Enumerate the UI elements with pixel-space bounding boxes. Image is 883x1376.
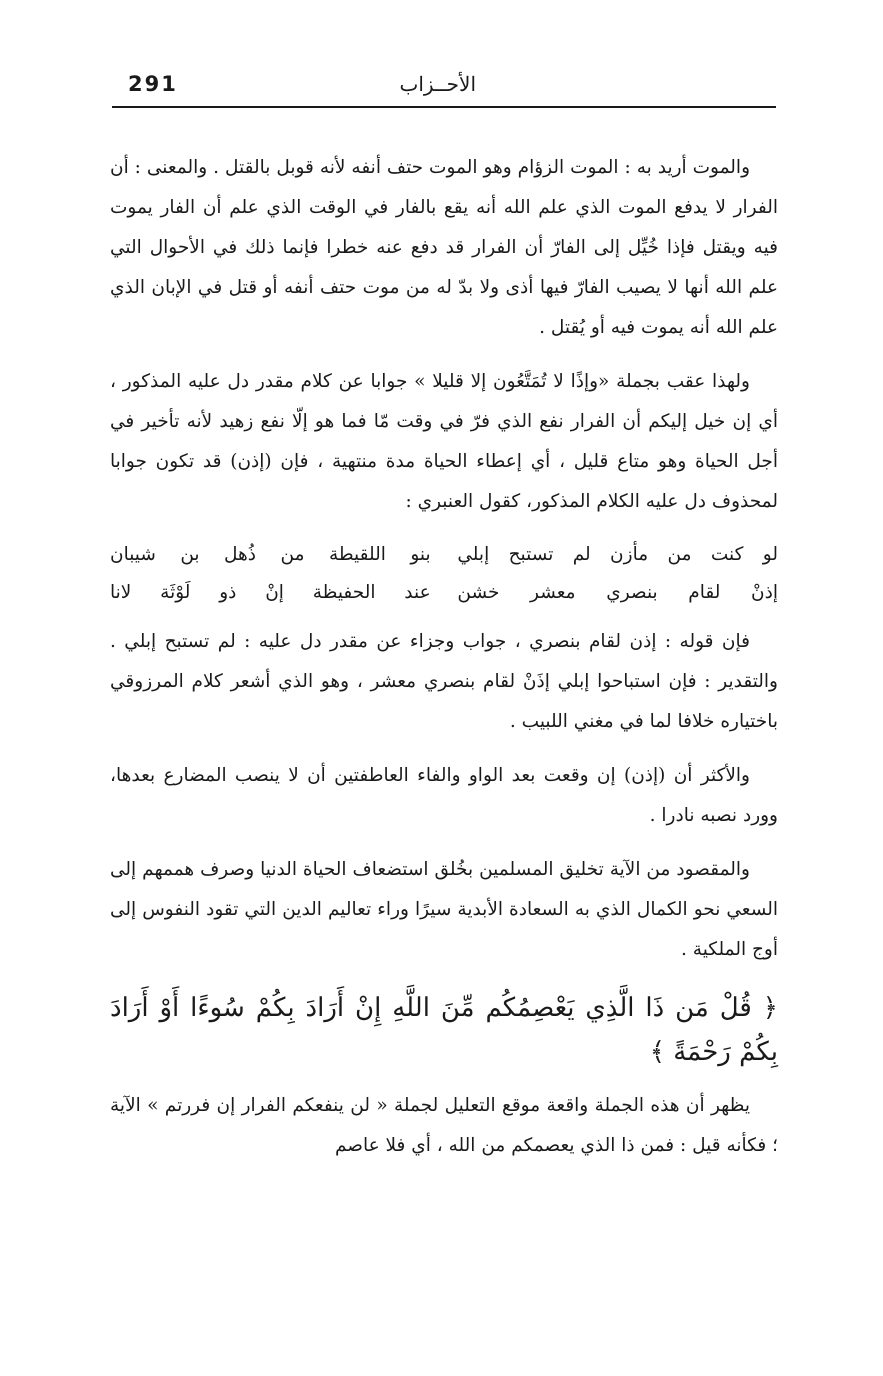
poem-hemistich-first: لو كنت من مأزن لم تستبح إبلي: [457, 544, 778, 565]
page-header: [112, 70, 776, 108]
poem-hemistich-second: عند الحفيظة إنْ ذو لَوْثَة لانا: [110, 582, 431, 603]
quran-verse: ﴿ قُلْ مَن ذَا الَّذِي يَعْصِمُكُم مِّنَ اللَّهِ إِنْ أَرَادَ بِكُمْ سُوءًا أَوْ أَرَادَ بِكُمْ رَحْمَةً ﴾: [110, 993, 778, 1067]
running-title: الأحــزاب: [399, 72, 476, 96]
poem: [110, 536, 778, 612]
paragraph-final: يظهر أن هذه الجملة واقعة موقع التعليل لجملة « لن ينفعكم الفرار إن فررتم » الآية ؛ فكأنه قيل : فمن ذا الذي يعصمكم من الله ، أي فلا عاصم: [110, 1095, 778, 1156]
page-number: 291: [128, 72, 178, 96]
poem-line: [110, 574, 778, 612]
paragraph: فإن قوله : إذن لقام بنصري ، جواب وجزاء عن مقدر دل عليه : لم تستبح إبلي . والتقدير : فإن استباحوا إبلي إذَنْ لقام بنصري معشر ، وهو الذي أشعر كلام المرزوقي باختياره خلافا لما في مغني اللبيب .: [110, 631, 778, 732]
poem-hemistich-first: إذنْ لقام بنصري معشر خشن: [457, 582, 778, 603]
poem-hemistich-second: بنو اللقيطة من ذُهل بن شيبان: [110, 544, 431, 565]
paragraph: والموت أريد به : الموت الزؤام وهو الموت حتف أنفه لأنه قوبل بالقتل . والمعنى : أن الفرار لا يدفع الموت الذي علم الله أنه يقع بالفار في الوقت الذي علم أن الفار يموت فيه ويقتل فإذا خُيِّل إلى الفارّ أن الفرار قد دفع عنه خطرا فإنما ذلك في الأحوال التي علم الله أنها لا يصيب الفارّ فيها أذى ولا بدّ له من موت حتف أنفه أو قتل في الإبان الذي علم الله أنه يموت فيه أو يُقتل .: [110, 157, 778, 338]
paragraph: والأكثر أن (إذن) إن وقعت بعد الواو والفاء العاطفتين أن لا ينصب المضارع بعدها، وورد نصبه نادرا .: [110, 765, 778, 826]
page-body: [110, 148, 778, 1180]
paragraph: والمقصود من الآية تخليق المسلمين بخُلق استضعاف الحياة الدنيا وصرف هممهم إلى السعي نحو الكمال الذي به السعادة الأبدية سيرًا وراء تعاليم الدين التي تقود النفوس إلى أوج الملكية .: [110, 859, 778, 960]
paragraph: ولهذا عقب بجملة «وإذًا لا تُمَتَّعُون إلا قليلا » جوابا عن كلام مقدر دل عليه المذكور ، أي إن خيل إليكم أن الفرار نفع الذي فرّ في وقت مّا فما هو إلّا نفع زهيد لأنه تأخير في أجل الحياة وهو متاع قليل ، أي إعطاء الحياة مدة منتهية ، فإن (إذن) قد تكون جوابا لمحذوف دل عليه الكلام المذكور، كقول العنبري :: [110, 371, 778, 512]
poem-line: [110, 536, 778, 574]
